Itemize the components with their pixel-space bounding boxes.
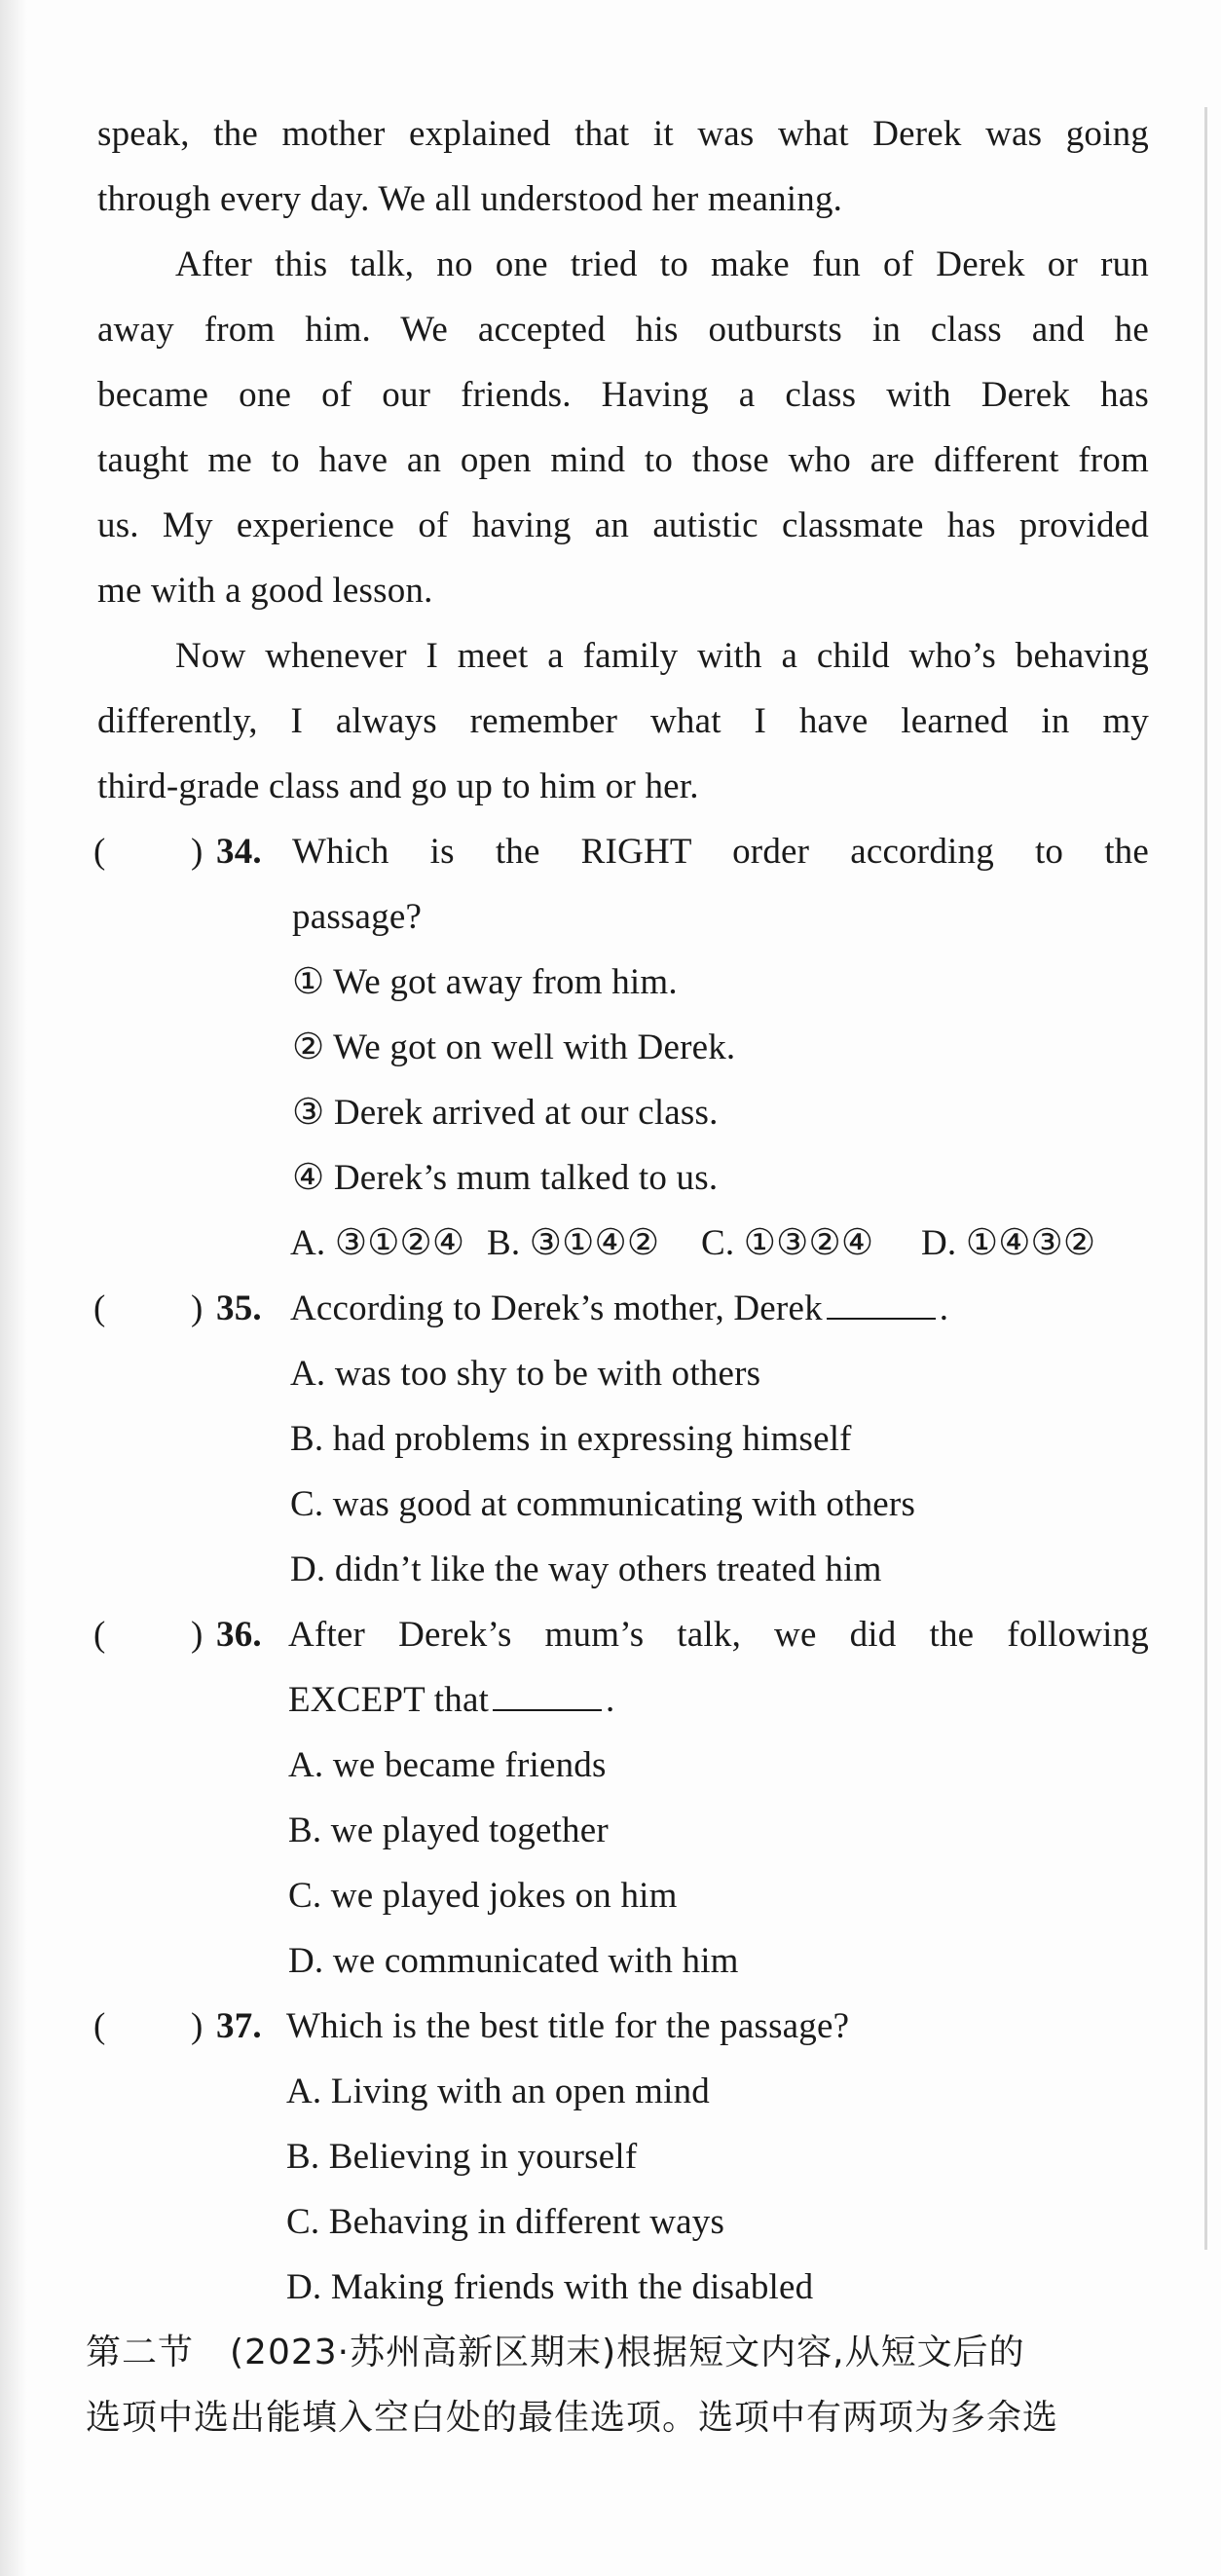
passage-line: through every day. We all understood her meaning. bbox=[97, 179, 843, 219]
question-stem: After Derek’s mum’s talk, we did the following bbox=[288, 1615, 1149, 1655]
question-stem-end: . bbox=[939, 1288, 949, 1328]
passage-line: us. My experience of having an autistic classmate has provided bbox=[97, 505, 1149, 545]
answer-blank[interactable] bbox=[493, 1680, 602, 1711]
option-a[interactable]: A. ③①②④ bbox=[290, 1223, 465, 1263]
question-stem: Which is the RIGHT order according to the bbox=[292, 832, 1149, 872]
question-stem: passage? bbox=[292, 897, 423, 937]
answer-paren-close: ) bbox=[191, 2006, 204, 2046]
event-item: ② We got on well with Derek. bbox=[292, 1027, 736, 1067]
passage-line: Now whenever I meet a family with a child who’s behaving bbox=[175, 636, 1149, 676]
option-a[interactable]: A. we became friends bbox=[288, 1745, 607, 1785]
option-b[interactable]: B. had problems in expressing himself bbox=[290, 1419, 852, 1459]
passage-line: me with a good lesson. bbox=[97, 571, 433, 611]
question-stem-text: EXCEPT that bbox=[288, 1680, 490, 1720]
event-item: ③ Derek arrived at our class. bbox=[292, 1093, 719, 1133]
passage-line: away from him. We accepted his outbursts in class and he bbox=[97, 310, 1149, 350]
answer-paren-open[interactable]: ( bbox=[93, 1615, 106, 1655]
answer-paren-close: ) bbox=[191, 1615, 204, 1655]
section-2-instruction: 第二节 (2023·苏州高新区期末)根据短文内容,从短文后的 bbox=[86, 2333, 1025, 2372]
question-stem bbox=[288, 1679, 615, 1722]
answer-paren-close: ) bbox=[191, 1288, 204, 1328]
option-d[interactable]: D. we communicated with him bbox=[288, 1941, 739, 1981]
option-b[interactable]: B. ③①④② bbox=[487, 1223, 660, 1263]
event-item: ① We got away from him. bbox=[292, 962, 678, 1002]
event-item: ④ Derek’s mum talked to us. bbox=[292, 1158, 719, 1198]
passage-line: speak, the mother explained that it was what Derek was going bbox=[97, 114, 1149, 154]
answer-paren-open[interactable]: ( bbox=[93, 2006, 106, 2046]
passage-line: third-grade class and go up to him or her. bbox=[97, 766, 699, 806]
passage-line: After this talk, no one tried to make fun of Derek or run bbox=[175, 244, 1149, 284]
question-number: 36. bbox=[216, 1615, 262, 1655]
passage-line: taught me to have an open mind to those who are different from bbox=[97, 440, 1149, 480]
passage-line: differently, I always remember what I have learned in my bbox=[97, 701, 1149, 741]
option-d[interactable]: D. didn’t like the way others treated him bbox=[290, 1549, 882, 1589]
option-c[interactable]: C. we played jokes on him bbox=[288, 1876, 678, 1916]
question-number: 34. bbox=[216, 832, 262, 872]
answer-paren-open[interactable]: ( bbox=[93, 1288, 106, 1328]
passage-line: became one of our friends. Having a class with Derek has bbox=[97, 375, 1149, 415]
option-a[interactable]: A. Living with an open mind bbox=[286, 2072, 710, 2111]
answer-blank[interactable] bbox=[827, 1288, 936, 1320]
answer-paren-open[interactable]: ( bbox=[93, 832, 106, 872]
answer-paren-close: ) bbox=[191, 832, 204, 872]
page-edge-shadow bbox=[0, 0, 27, 2576]
option-b[interactable]: B. Believing in yourself bbox=[286, 2137, 638, 2177]
option-c[interactable]: C. ①③②④ bbox=[701, 1223, 874, 1263]
option-d[interactable]: D. Making friends with the disabled bbox=[286, 2267, 814, 2307]
question-stem bbox=[290, 1288, 948, 1330]
question-stem-end: . bbox=[606, 1680, 615, 1720]
question-number: 35. bbox=[216, 1288, 262, 1328]
option-d[interactable]: D. ①④③② bbox=[921, 1223, 1096, 1263]
question-stem: Which is the best title for the passage? bbox=[286, 2006, 850, 2046]
option-c[interactable]: C. was good at communicating with others bbox=[290, 1484, 916, 1524]
page-fold-line bbox=[1204, 107, 1207, 2250]
question-stem-text: According to Derek’s mother, Derek bbox=[290, 1288, 823, 1328]
option-c[interactable]: C. Behaving in different ways bbox=[286, 2202, 725, 2242]
option-b[interactable]: B. we played together bbox=[288, 1811, 609, 1850]
option-a[interactable]: A. was too shy to be with others bbox=[290, 1354, 761, 1394]
question-number: 37. bbox=[216, 2006, 262, 2046]
section-2-instruction: 选项中选出能填入空白处的最佳选项。选项中有两项为多余选 bbox=[86, 2398, 1059, 2438]
